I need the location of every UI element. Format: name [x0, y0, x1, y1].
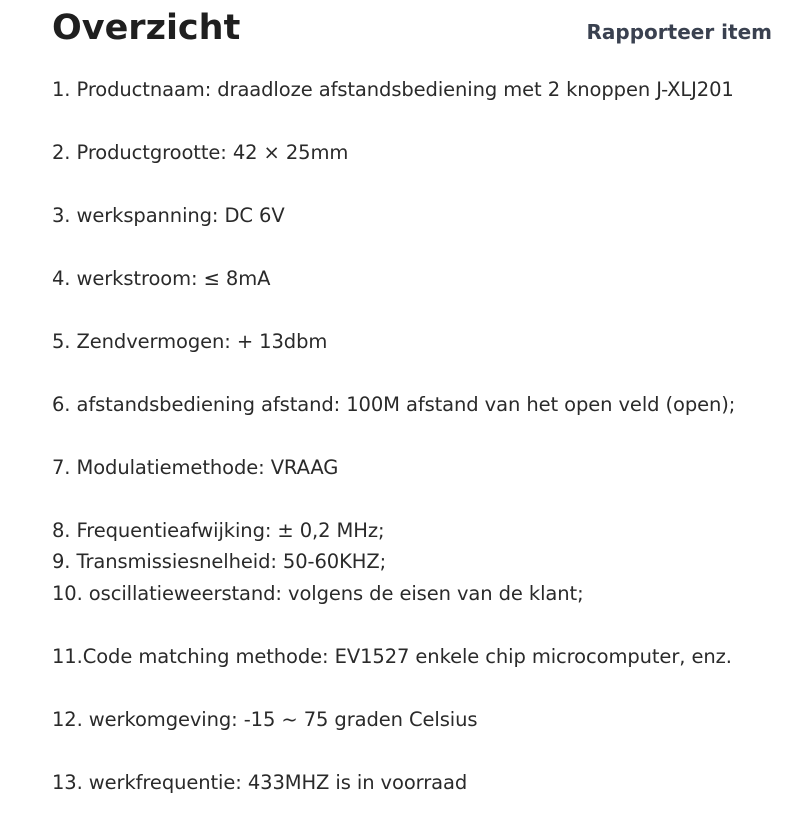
spec-item-product-size: 2. Productgrootte: 42 × 25mm: [52, 141, 349, 164]
spec-item-remote-distance: 6. afstandsbediening afstand: 100M afstand van het open veld (open);: [52, 393, 736, 416]
spec-item-product-name: 1. Productnaam: draadloze afstandsbediening met 2 knoppen J-XLJ201: [52, 78, 734, 101]
spec-item-working-current: 4. werkstroom: ≤ 8mA: [52, 267, 271, 290]
overview-header: [52, 6, 772, 52]
spec-item-transmission-rate: 9. Transmissiesnelheid: 50-60KHZ;: [52, 550, 387, 573]
spec-item-frequency-deviation: 8. Frequentieafwijking: ± 0,2 MHz;: [52, 519, 385, 542]
spec-item-working-frequency: 13. werkfrequentie: 433MHZ is in voorraad: [52, 771, 468, 794]
spec-item-working-environment: 12. werkomgeving: -15 ~ 75 graden Celsius: [52, 708, 478, 731]
spec-item-working-voltage: 3. werkspanning: DC 6V: [52, 204, 285, 227]
spec-item-transmit-power: 5. Zendvermogen: + 13dbm: [52, 330, 328, 353]
spec-item-modulation: 7. Modulatiemethode: VRAAG: [52, 456, 339, 479]
page-title: Overzicht: [52, 8, 241, 48]
spec-item-code-matching: 11.Code matching methode: EV1527 enkele chip microcomputer, enz.: [52, 645, 732, 668]
report-item-link[interactable]: Rapporteer item: [586, 20, 772, 44]
spec-item-oscillation-resistance: 10. oscillatieweerstand: volgens de eisen van de klant;: [52, 582, 584, 605]
